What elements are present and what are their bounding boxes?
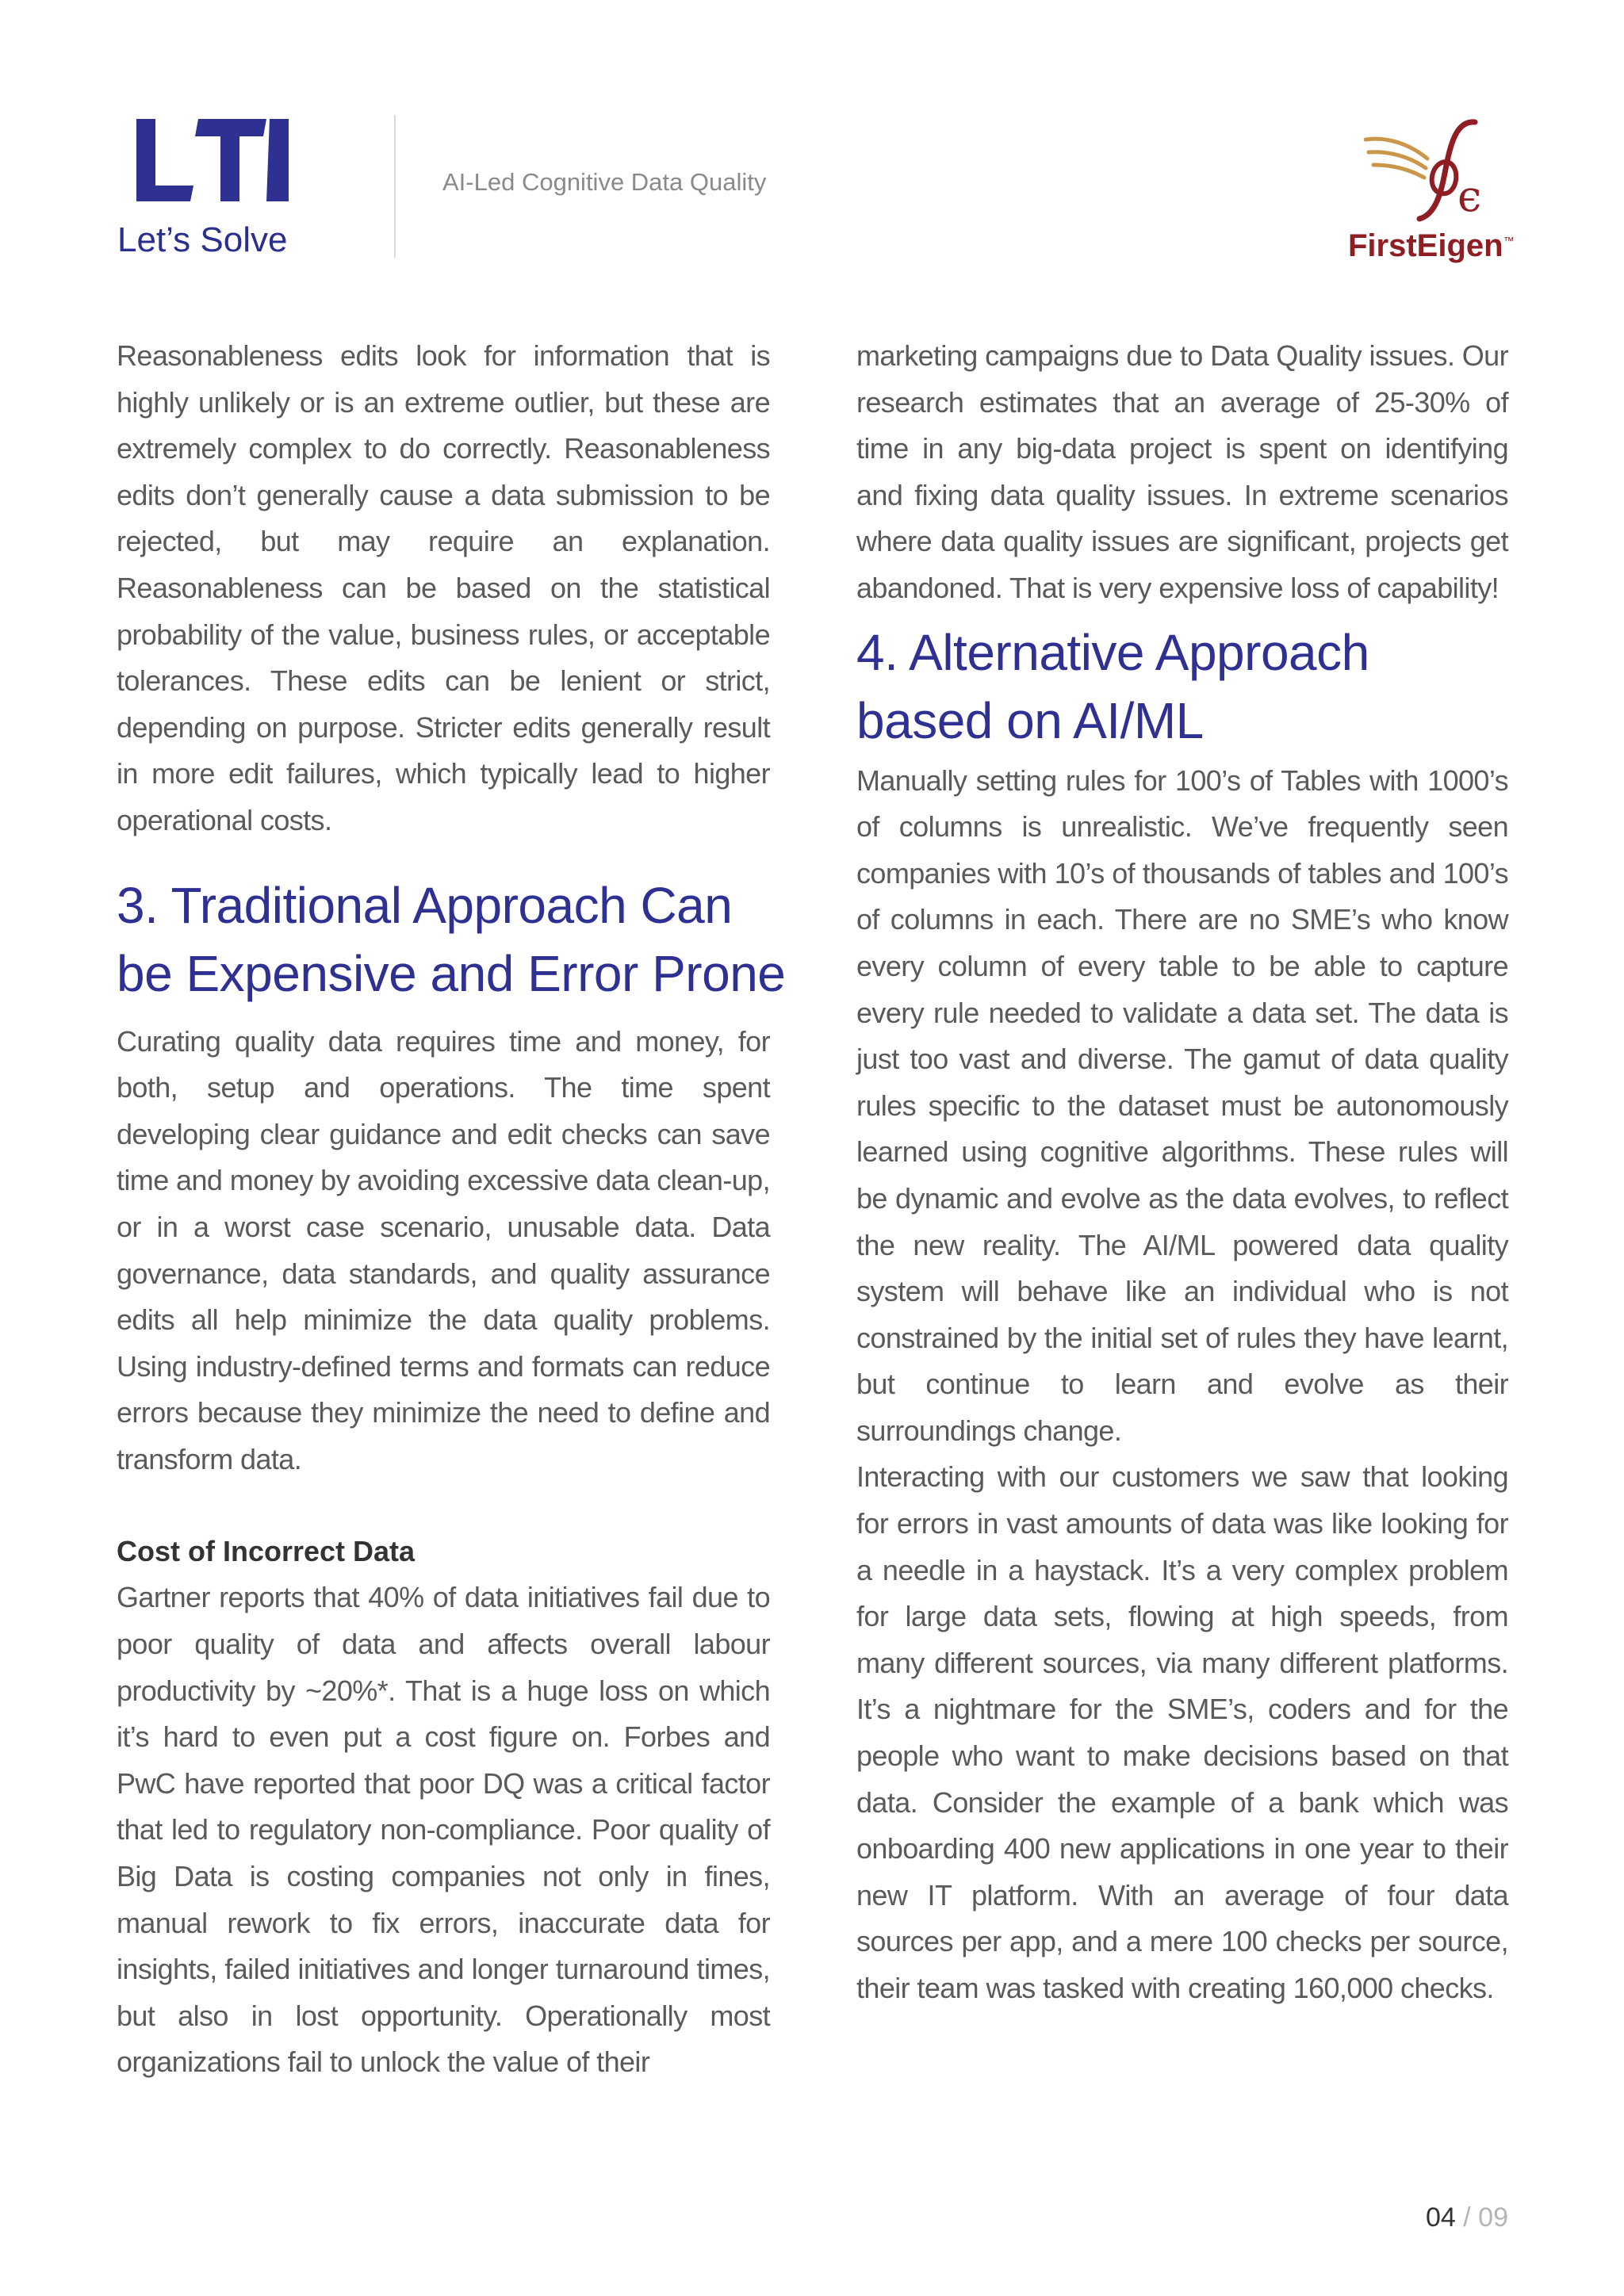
svg-text:є: є [1457, 171, 1482, 221]
section4-paragraph-1: Manually setting rules for 100’s of Tables with 1000’s of columns is unrealistic. We’ve frequently seen companies with 10’s of thousands of tables and 100’s of columns in each. There are no SME’s who know every column of every table to be able to capture every rule needed to validate a data set. The data is just too vast and diverse. The gamut of data quality rules specific to the dataset must be autonomously learned using cognitive algorithms. These rules will be dynamic and evolve as the data evolves, to reflect the new reality. The AI/ML powered data quality system will behave like an individual who is not constrained by the initial set of rules they have learnt, but continue to learn and evolve as their surroundings change. [856, 763, 1508, 1447]
page-total: 09 [1478, 2202, 1508, 2233]
document-title: AI-Led Cognitive Data Quality [442, 168, 767, 196]
continuation-paragraph: marketing campaigns due to Data Quality issues. Our research estimates that an average of 25-30% of time in any big-data project is spent on identifying and fixing data quality issues. In extreme scenarios where data quality issues are significant, projects get abandoned. That is very expensive loss of capability! [856, 339, 1508, 604]
section3-heading-line2: be Expensive and Error Prone [117, 944, 786, 1002]
spacer [117, 1008, 770, 1019]
section4-heading [856, 618, 1508, 755]
section3-heading-line1: 3. Traditional Approach Can [117, 876, 733, 934]
cost-subheading: Cost of Incorrect Data [117, 1535, 416, 1568]
right-column [856, 333, 1508, 2012]
section4-heading-line1: 4. Alternative Approach [856, 623, 1369, 681]
firsteigen-name: FirstEigen [1348, 228, 1503, 263]
page-header [0, 0, 1624, 285]
spacer [117, 1483, 770, 1529]
page-current: 04 [1425, 2202, 1456, 2233]
lti-logo [117, 117, 355, 276]
lti-tagline: Let’s Solve [117, 220, 288, 259]
firsteigen-logo [1348, 117, 1515, 276]
spacer [856, 612, 1508, 618]
page-separator: / [1463, 2202, 1471, 2233]
section3-heading [117, 871, 786, 1008]
trademark-symbol: ™ [1503, 234, 1515, 247]
cost-paragraph: Gartner reports that 40% of data initiatives fail due to poor quality of data and affects overall labour productivity by ~20%*. That is a huge loss on which it’s hard to even put a cost figure on. Forbes and PwC have reported that poor DQ was a critical factor that led to regulatory non-compliance. Poor quality of Big Data is costing companies not only in fines, manual rework to fix errors, inaccurate data for insights, failed initiatives and longer turnaround times, but also in lost opportunity. Operationally most organizations fail to unlock the value of their [117, 1581, 770, 2079]
section4-heading-line2: based on AI/ML [856, 691, 1204, 749]
reasonableness-paragraph: Reasonableness edits look for information that is highly unlikely or is an extreme outlier, but these are extremely complex to do correctly. Reasonableness edits don’t generally cause a data submission to be rejected, but may require an explanation. Reasonableness can be based on the statistical probability of the value, business rules, or acceptable tolerances. These edits can be lenient or strict, depending on purpose. Stricter edits generally result in more edit failures, which typically lead to higher operational costs. [117, 339, 770, 836]
left-column [117, 333, 786, 2086]
lti-logo-mark [136, 117, 292, 205]
header-divider [394, 115, 396, 258]
section3-paragraph: Curating quality data requires time and money, for both, setup and operations. The time spent developing clear guidance and edit checks can save time and money by avoiding excessive data clean-up, or in a worst case scenario, unusable data. Data governance, data standards, and quality assurance edits all help minimize the data quality problems. Using industry-defined terms and formats can reduce errors because they minimize the need to define and transform data. [117, 1024, 770, 1475]
section4-paragraph-2: Interacting with our customers we saw that looking for errors in vast amounts of data was like looking for a needle in a haystack. It’s a very complex problem for large data sets, flowing at high speeds, from many different sources, via many different platforms. It’s a nightmare for the SME’s, coders and for the people who want to make decisions based on that data. Consider the example of a bank which was onboarding 400 new applications in one year to their new IT platform. With an average of four data sources per app, and a mere 100 checks per source, their team was tasked with creating 160,000 checks. [856, 1460, 1508, 2004]
firsteigen-wordmark [1348, 228, 1515, 264]
firsteigen-logo-mark [1364, 117, 1499, 224]
spacer [117, 844, 770, 871]
page-number [1426, 2202, 1508, 2233]
